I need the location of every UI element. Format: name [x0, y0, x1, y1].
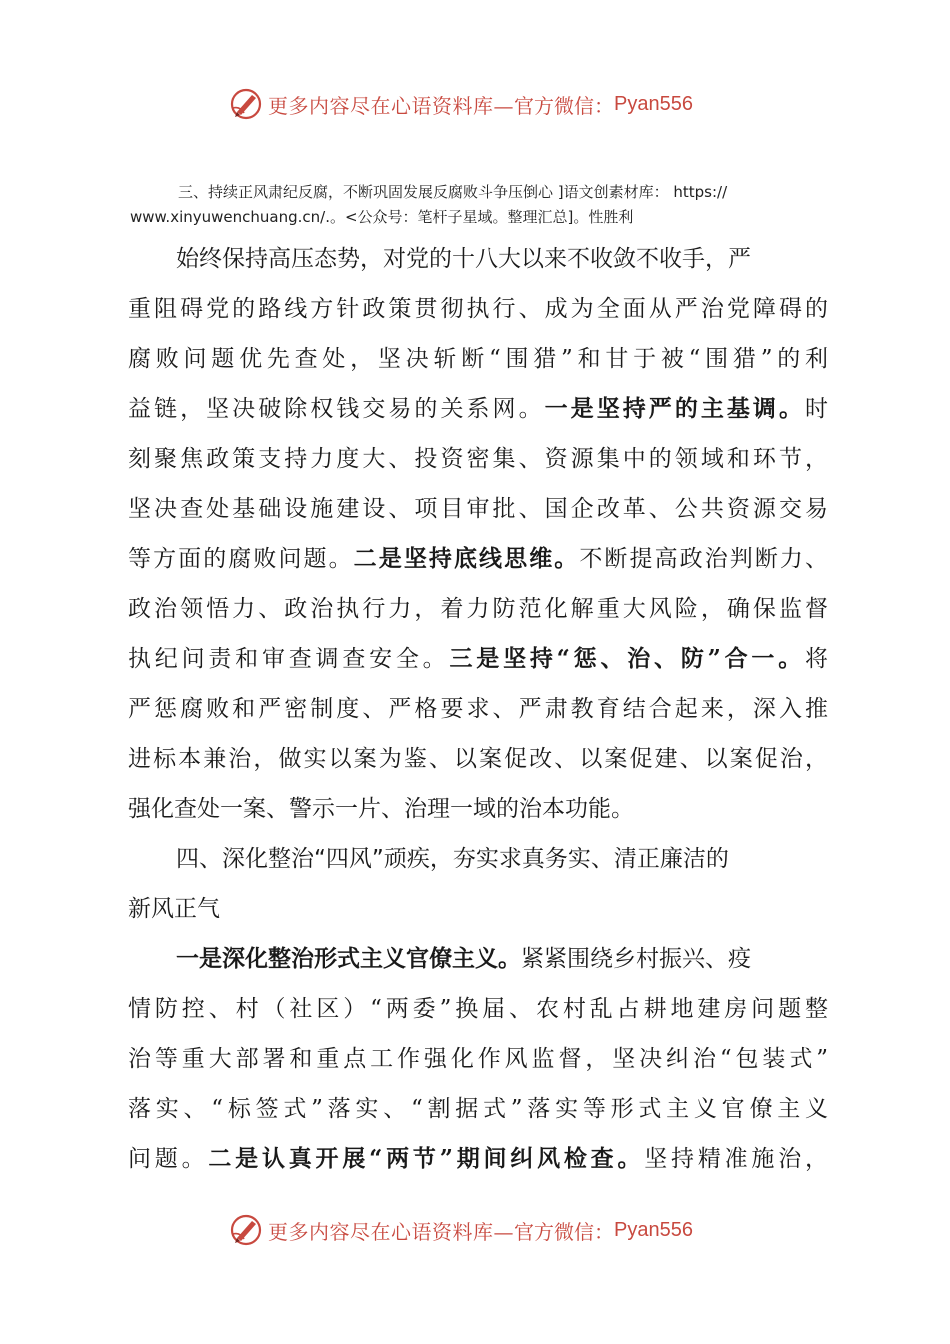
para1-line: 强化查处一案、警示一片、治理一域的治本功能。 — [128, 796, 634, 822]
footer-banner — [228, 1208, 728, 1252]
note-line-1: 三、持续正风肃纪反腐，不断巩固发展反腐败斗争压倒心 ]语文创素材库： https:// — [178, 183, 728, 201]
para2-line: 情防控、村（社区）“两委”换届、农村乱占耕地建房问题整 — [128, 996, 828, 1022]
banner-wechat-label: 官方微信： — [514, 93, 614, 118]
para1-line: 政治领悟力、政治执行力，着力防范化解重大风险，确保监督 — [128, 596, 828, 622]
text-run: 坚持精准施治， — [644, 1146, 829, 1172]
source-note — [130, 180, 830, 230]
text-run: 时 — [805, 396, 829, 422]
header-banner — [228, 82, 728, 126]
bold-run: 三是坚持“惩、治、防”合一。 — [449, 645, 805, 672]
para1-line — [128, 534, 828, 584]
banner-text: 更多内容尽在心语资料库— — [268, 93, 514, 118]
text-run: 紧紧围绕乡村振兴、疫 — [521, 946, 751, 972]
document-body — [128, 234, 828, 1184]
text-run: 将 — [805, 646, 828, 672]
para2-line: 治等重大部署和重点工作强化作风监督，坚决纠治“包装式” — [128, 1046, 828, 1072]
text-run: 益链，坚决破除权钱交易的关系网。 — [128, 396, 545, 422]
para2-line — [128, 934, 828, 984]
banner-wechat-id: Pyan556 — [614, 1218, 693, 1241]
para2-line: 落实、“标签式”落实、“割据式”落实等形式主义官僚主义 — [128, 1096, 828, 1122]
text-run: 等方面的腐败问题。 — [128, 546, 354, 572]
banner-text: 更多内容尽在心语资料库— — [268, 1219, 514, 1244]
bold-run: 二是认真开展“两节”期间纠风检查。 — [208, 1145, 645, 1172]
para1-line: 刻聚焦政策支持力度大、投资密集、资源集中的领域和环节， — [128, 446, 828, 472]
bold-run: 一是坚持严的主基调。 — [544, 395, 806, 422]
para1-line: 进标本兼治，做实以案为鉴、以案促改、以案促建、以案促治， — [128, 746, 828, 772]
para1-line: 坚决查处基础设施建设、项目审批、国企改革、公共资源交易 — [128, 496, 828, 522]
para1-line: 严惩腐败和严密制度、严格要求、严肃教育结合起来，深入推 — [128, 696, 828, 722]
section-heading: 新风正气 — [128, 896, 220, 922]
banner-wechat-label: 官方微信： — [514, 1219, 614, 1244]
banner-wechat-id: Pyan556 — [614, 92, 693, 115]
pen-logo-icon — [228, 86, 264, 122]
para1-line — [128, 634, 828, 684]
para1-line: 始终保持高压态势，对党的十八大以来不收敛不收手，严 — [176, 246, 751, 272]
para1-line: 重阻碍党的路线方针政策贯彻执行、成为全面从严治党障碍的 — [128, 296, 828, 322]
text-run: 执纪问责和审查调查安全。 — [128, 646, 450, 672]
pen-logo-icon — [228, 1212, 264, 1248]
text-run: 不断提高政治判断力、 — [579, 546, 829, 572]
bold-run: 二是坚持底线思维。 — [353, 545, 580, 572]
para1-line: 腐败问题优先查处，坚决斩断“围猎”和甘于被“围猎”的利 — [128, 346, 828, 372]
note-line-2: www.xinyuwenchuang.cn/.。<公众号：笔杆子星域。整理汇总]。性胜利 — [130, 208, 634, 226]
section-heading: 四、深化整治“四风”顽疾，夯实求真务实、清正廉洁的 — [176, 846, 729, 872]
para2-line — [128, 1134, 828, 1184]
bold-run: 一是深化整治形式主义官僚主义。 — [176, 945, 521, 972]
text-run: 问题。 — [128, 1146, 209, 1172]
para1-line — [128, 384, 828, 434]
